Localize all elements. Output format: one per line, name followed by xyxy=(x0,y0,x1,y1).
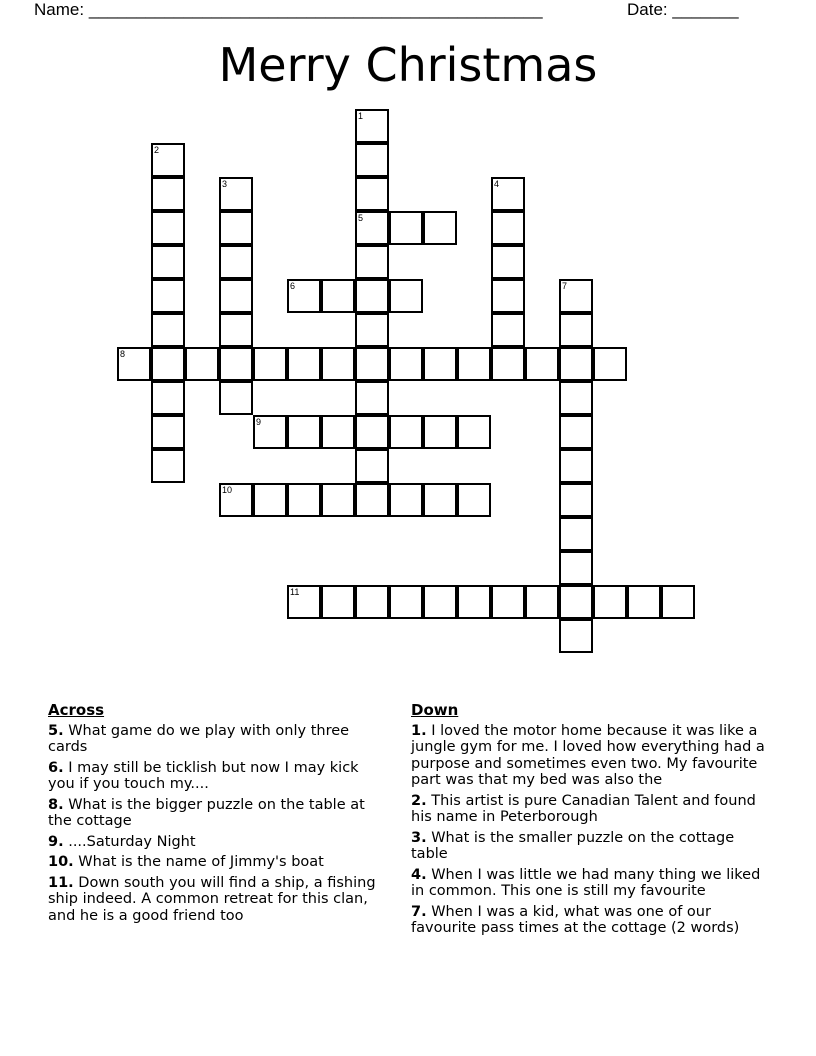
grid-cell[interactable] xyxy=(321,483,355,517)
grid-cell[interactable] xyxy=(219,211,253,245)
date-field[interactable] xyxy=(627,0,739,20)
clue-item xyxy=(48,723,378,756)
clue-item xyxy=(411,830,766,863)
grid-cell[interactable] xyxy=(253,415,287,449)
grid-cell[interactable] xyxy=(117,347,151,381)
grid-cell[interactable] xyxy=(219,347,253,381)
grid-cell[interactable] xyxy=(185,347,219,381)
cell-number: 11 xyxy=(290,587,300,597)
grid-cell[interactable] xyxy=(593,347,627,381)
grid-cell[interactable] xyxy=(491,211,525,245)
grid-cell[interactable] xyxy=(491,313,525,347)
clue-text: What is the smaller puzzle on the cottage table xyxy=(411,829,735,862)
grid-cell[interactable] xyxy=(355,449,389,483)
grid-cell[interactable] xyxy=(423,211,457,245)
grid-cell[interactable] xyxy=(219,177,253,211)
grid-cell[interactable] xyxy=(559,347,593,381)
down-clues xyxy=(411,702,766,941)
grid-cell[interactable] xyxy=(253,347,287,381)
clue-item xyxy=(48,834,378,851)
grid-cell[interactable] xyxy=(219,483,253,517)
grid-cell[interactable] xyxy=(423,585,457,619)
grid-cell[interactable] xyxy=(627,585,661,619)
grid-cell[interactable] xyxy=(457,415,491,449)
grid-cell[interactable] xyxy=(151,449,185,483)
grid-cell[interactable] xyxy=(559,585,593,619)
across-clues xyxy=(48,702,378,928)
cell-number: 9 xyxy=(256,417,262,427)
grid-cell[interactable] xyxy=(491,347,525,381)
grid-cell[interactable] xyxy=(151,211,185,245)
grid-cell[interactable] xyxy=(355,347,389,381)
name-field[interactable] xyxy=(34,0,543,20)
grid-cell[interactable] xyxy=(355,211,389,245)
grid-cell[interactable] xyxy=(525,347,559,381)
grid-cell[interactable] xyxy=(593,585,627,619)
grid-cell[interactable] xyxy=(321,585,355,619)
grid-cell[interactable] xyxy=(355,313,389,347)
clue-text: ....Saturday Night xyxy=(68,833,196,850)
grid-cell[interactable] xyxy=(355,143,389,177)
cell-number: 4 xyxy=(494,179,500,189)
across-heading: Across xyxy=(48,701,105,719)
grid-cell[interactable] xyxy=(457,347,491,381)
grid-cell[interactable] xyxy=(389,415,423,449)
clue-number: 1. xyxy=(411,722,427,739)
grid-cell[interactable] xyxy=(559,619,593,653)
clue-text: What game do we play with only three cards xyxy=(48,722,350,755)
grid-cell[interactable] xyxy=(355,585,389,619)
grid-cell[interactable] xyxy=(389,279,423,313)
grid-cell[interactable] xyxy=(287,415,321,449)
grid-cell[interactable] xyxy=(355,245,389,279)
cell-number: 7 xyxy=(562,281,568,291)
cell-number: 2 xyxy=(154,145,160,155)
cell-number: 5 xyxy=(358,213,364,223)
grid-cell[interactable] xyxy=(151,143,185,177)
grid-cell[interactable] xyxy=(151,177,185,211)
date-label: Date: xyxy=(627,0,668,19)
grid-cell[interactable] xyxy=(559,313,593,347)
clue-item xyxy=(411,723,766,789)
clue-item xyxy=(48,875,378,925)
grid-cell[interactable] xyxy=(151,279,185,313)
grid-cell[interactable] xyxy=(423,415,457,449)
grid-cell[interactable] xyxy=(457,483,491,517)
clue-number: 3. xyxy=(411,829,427,846)
grid-cell[interactable] xyxy=(559,483,593,517)
cell-number: 8 xyxy=(120,349,126,359)
grid-cell[interactable] xyxy=(389,585,423,619)
clue-text: What is the name of Jimmy's boat xyxy=(78,854,324,870)
grid-cell[interactable] xyxy=(355,381,389,415)
grid-cell[interactable] xyxy=(151,313,185,347)
grid-cell[interactable] xyxy=(287,279,321,313)
grid-cell[interactable] xyxy=(321,279,355,313)
grid-cell[interactable] xyxy=(355,483,389,517)
clue-number: 8. xyxy=(48,796,64,813)
grid-cell[interactable] xyxy=(219,381,253,415)
grid-cell[interactable] xyxy=(423,347,457,381)
grid-cell[interactable] xyxy=(151,381,185,415)
grid-cell[interactable] xyxy=(287,347,321,381)
cell-number: 6 xyxy=(290,281,296,291)
grid-cell[interactable] xyxy=(355,177,389,211)
clue-number: 5. xyxy=(48,722,64,739)
date-line: _______ xyxy=(672,0,739,19)
grid-cell[interactable] xyxy=(151,415,185,449)
clue-text: This artist is pure Canadian Talent and found his name in Peterborough xyxy=(411,792,756,825)
clue-number: 2. xyxy=(411,792,427,809)
clue-number: 11. xyxy=(48,874,74,891)
clue-text: I loved the motor home because it was like a jungle gym for me. I loved how everything had a purpose and sometimes even two. My favourite part was that my bed was also the xyxy=(411,722,765,788)
grid-cell[interactable] xyxy=(491,585,525,619)
grid-cell[interactable] xyxy=(355,415,389,449)
clue-item xyxy=(411,867,766,900)
name-line: ________________________________________________ xyxy=(88,0,543,19)
grid-cell[interactable] xyxy=(151,245,185,279)
grid-cell[interactable] xyxy=(491,177,525,211)
clue-number: 10. xyxy=(48,854,74,870)
grid-cell[interactable] xyxy=(457,585,491,619)
grid-cell[interactable] xyxy=(389,483,423,517)
grid-cell[interactable] xyxy=(321,415,355,449)
grid-cell[interactable] xyxy=(287,585,321,619)
clue-number: 7. xyxy=(411,903,427,920)
clue-item xyxy=(48,797,378,830)
grid-cell[interactable] xyxy=(559,279,593,313)
grid-cell[interactable] xyxy=(525,585,559,619)
grid-cell[interactable] xyxy=(355,279,389,313)
grid-cell[interactable] xyxy=(559,381,593,415)
clue-text: What is the bigger puzzle on the table at the cottage xyxy=(48,796,365,829)
grid-cell[interactable] xyxy=(559,449,593,483)
grid-cell[interactable] xyxy=(559,517,593,551)
grid-cell[interactable] xyxy=(219,313,253,347)
grid-cell[interactable] xyxy=(287,483,321,517)
grid-cell[interactable] xyxy=(219,245,253,279)
clue-item xyxy=(411,904,766,937)
grid-cell[interactable] xyxy=(661,585,695,619)
grid-cell[interactable] xyxy=(253,483,287,517)
cell-number: 3 xyxy=(222,179,228,189)
name-label: Name: xyxy=(34,0,85,19)
grid-cell[interactable] xyxy=(321,347,355,381)
grid-cell[interactable] xyxy=(389,211,423,245)
clue-number: 9. xyxy=(48,833,64,850)
clue-text: I may still be ticklish but now I may kick you if you touch my.... xyxy=(48,759,359,792)
grid-cell[interactable] xyxy=(423,483,457,517)
page-title: Merry Christmas xyxy=(218,38,598,92)
cell-number: 10 xyxy=(222,485,233,495)
clue-text: Down south you will find a ship, a fishing ship indeed. A common retreat for this clan, and he is a good friend too xyxy=(48,874,376,924)
cell-number: 1 xyxy=(358,111,364,121)
grid-cell[interactable] xyxy=(389,347,423,381)
down-heading: Down xyxy=(411,701,459,719)
grid-cell[interactable] xyxy=(559,551,593,585)
clue-text: When I was little we had many thing we liked in common. This one is still my favourite xyxy=(411,866,761,899)
grid-cell[interactable] xyxy=(559,415,593,449)
clue-number: 6. xyxy=(48,759,64,776)
clue-item xyxy=(48,854,378,871)
clue-text: When I was a kid, what was one of our favourite pass times at the cottage (2 words) xyxy=(411,903,740,936)
clue-item xyxy=(48,760,378,793)
clue-number: 4. xyxy=(411,866,427,883)
grid-cell[interactable] xyxy=(355,109,389,143)
grid-cell[interactable] xyxy=(151,347,185,381)
grid-cell[interactable] xyxy=(491,245,525,279)
grid-cell[interactable] xyxy=(219,279,253,313)
grid-cell[interactable] xyxy=(491,279,525,313)
clue-item xyxy=(411,793,766,826)
